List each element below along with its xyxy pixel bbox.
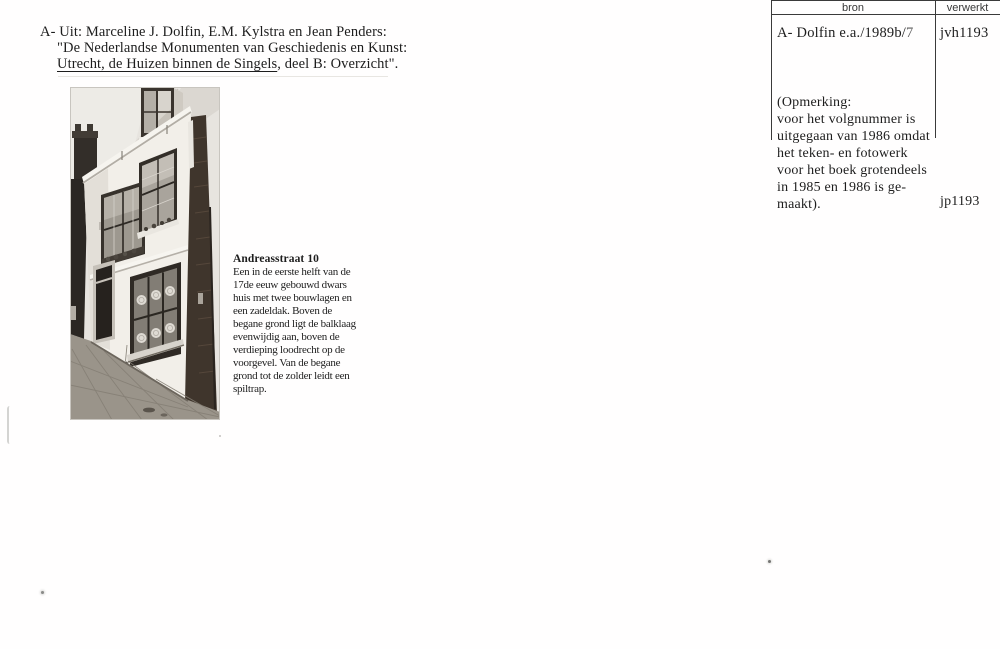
caption-line: begane grond ligt de balklaag (233, 318, 356, 330)
caption-line: een zadeldak. Boven de (233, 305, 332, 317)
scan-speck (768, 560, 771, 563)
caption-line: huis met twee bouwlagen en (233, 292, 352, 304)
scan-speck (41, 591, 44, 594)
building-photo (70, 87, 220, 420)
table-header-separator (771, 14, 1000, 15)
source-entry-sequence-number: 7 (906, 25, 914, 41)
caption-line: Een in de eerste helft van de (233, 266, 351, 278)
table-border-left (771, 0, 772, 140)
scan-speck (219, 435, 221, 437)
caption-line: grond tot de zolder leidt een (233, 370, 350, 382)
source-entry-main: A- Dolfin e.a./1989b/ (777, 25, 907, 41)
table-border-top (771, 0, 1000, 1)
caption-line: verdieping loodrecht op de (233, 344, 345, 356)
citation-block (40, 24, 407, 72)
citation-line-3 (57, 56, 407, 72)
citation-line-2: "De Nederlandse Monumenten van Geschiedenis en Kunst: (57, 40, 408, 56)
remark-line: voor het volgnummer is (777, 112, 916, 127)
book-title-underlined: Utrecht, de Huizen binnen de Singels (57, 56, 278, 72)
table-header-bron: bron (841, 2, 865, 14)
table-column-divider (935, 0, 936, 138)
building-photo-illustration (70, 87, 220, 420)
remark-block (777, 94, 930, 213)
remark-line: voor het boek grotendeels (777, 163, 928, 178)
caption-line: voorgevel. Van de begane (233, 357, 341, 369)
scan-streak (58, 76, 388, 77)
caption-block (233, 253, 393, 396)
caption-line: 17de eeuw gebouwd dwars (233, 279, 347, 291)
remark-line: maakt). (777, 197, 821, 212)
processed-code-jp: jp1193 (940, 194, 980, 209)
caption-line: spiltrap. (233, 383, 267, 395)
citation-line-3-rest: , deel B: Overzicht". (277, 56, 399, 72)
remark-line: (Opmerking: (777, 95, 852, 110)
source-entry (777, 25, 914, 42)
remark-line: in 1985 en 1986 is ge- (777, 180, 907, 195)
remark-line: uitgegaan van 1986 omdat (777, 129, 930, 144)
processed-code-jvh: jvh1193 (940, 25, 989, 41)
caption-title: Andreasstraat 10 (233, 253, 320, 265)
remark-line: het teken- en fotowerk (777, 146, 908, 161)
table-header-verwerkt: verwerkt (946, 2, 989, 14)
caption-line: evenwijdig aan, boven de (233, 331, 340, 343)
citation-line-1: A- Uit: Marceline J. Dolfin, E.M. Kylstra en Jean Penders: (40, 24, 387, 40)
margin-pen-mark (7, 406, 12, 444)
